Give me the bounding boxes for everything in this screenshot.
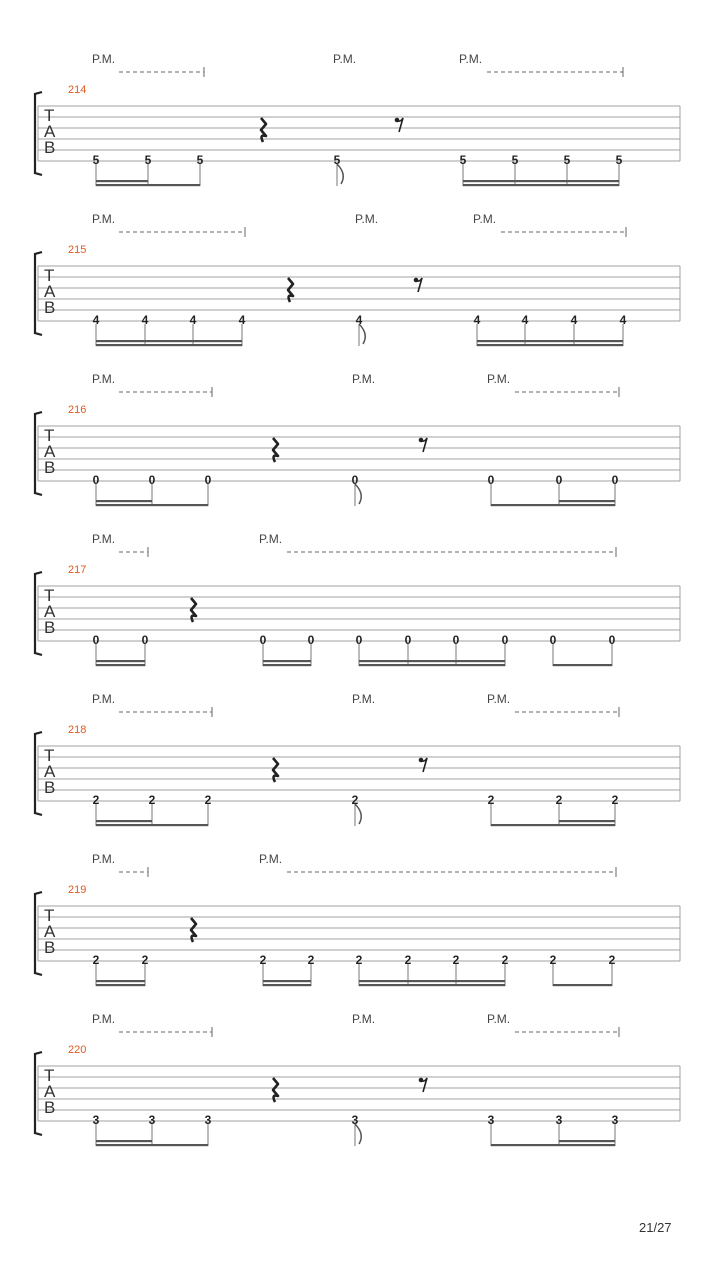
tab-clef-letter: B: [44, 618, 56, 637]
tab-clef-letter: A: [44, 1082, 56, 1101]
beam: [96, 980, 145, 982]
beam: [152, 504, 208, 506]
beam: [359, 660, 505, 662]
fret-number: 0: [452, 633, 460, 647]
fret-number: 2: [404, 953, 412, 967]
fret-number: 0: [487, 473, 495, 487]
fret-number: 4: [189, 313, 197, 327]
fret-number: 3: [351, 1113, 359, 1127]
tab-clef-letter: B: [44, 1098, 56, 1117]
beam: [559, 500, 615, 502]
fret-number: 0: [92, 473, 100, 487]
note-flag: [355, 1124, 361, 1144]
note-flag: [355, 484, 361, 504]
palm-mute-label: P.M.: [92, 692, 116, 706]
fret-number: 0: [549, 633, 557, 647]
fret-number: 2: [555, 793, 563, 807]
quarter-rest: [288, 278, 293, 302]
fret-number: 3: [204, 1113, 212, 1127]
tab-clef-letter: B: [44, 138, 56, 157]
palm-mute-label: P.M.: [92, 1012, 116, 1026]
palm-mute-label: P.M.: [92, 212, 116, 226]
fret-number: 2: [355, 953, 363, 967]
beam: [491, 824, 559, 826]
beam: [96, 1144, 152, 1146]
beam: [96, 984, 145, 986]
tab-clef-letter: B: [44, 298, 56, 317]
fret-number: 4: [570, 313, 578, 327]
beam: [553, 984, 612, 986]
beam: [96, 340, 242, 342]
fret-number: 4: [619, 313, 627, 327]
tab-clef-letter: A: [44, 922, 56, 941]
fret-number: 4: [355, 313, 363, 327]
fret-number: 0: [404, 633, 412, 647]
beam: [559, 1140, 615, 1142]
palm-mute-label: P.M.: [92, 852, 116, 866]
palm-mute-label: P.M.: [352, 692, 376, 706]
beam: [152, 1144, 208, 1146]
tab-system: [35, 852, 680, 986]
quarter-rest: [191, 598, 196, 622]
beam: [477, 344, 623, 346]
fret-number: 2: [487, 793, 495, 807]
fret-number: 4: [141, 313, 149, 327]
beam: [96, 500, 152, 502]
fret-number: 2: [259, 953, 267, 967]
fret-number: 0: [259, 633, 267, 647]
measure-number: 220: [68, 1044, 87, 1056]
page-number: 21/27: [639, 1220, 672, 1235]
palm-mute-label: P.M.: [487, 692, 511, 706]
palm-mute-label: P.M.: [487, 372, 511, 386]
fret-number: 2: [148, 793, 156, 807]
measure-number: 217: [68, 564, 87, 576]
fret-number: 0: [608, 633, 616, 647]
beam: [491, 1144, 559, 1146]
fret-number: 2: [141, 953, 149, 967]
palm-mute-label: P.M.: [259, 852, 283, 866]
beam: [263, 664, 311, 666]
note-flag: [355, 804, 361, 824]
measure-number: 214: [68, 84, 87, 96]
beam: [96, 180, 148, 182]
fret-number: 4: [92, 313, 100, 327]
tab-clef-letter: T: [44, 906, 55, 925]
palm-mute-label: P.M.: [352, 1012, 376, 1026]
fret-number: 3: [555, 1113, 563, 1127]
fret-number: 0: [355, 633, 363, 647]
beam: [559, 1144, 615, 1146]
palm-mute-label: P.M.: [259, 532, 283, 546]
fret-number: 0: [307, 633, 315, 647]
fret-number: 2: [351, 793, 359, 807]
tab-clef-letter: A: [44, 602, 56, 621]
measure-number: 218: [68, 724, 87, 736]
fret-number: 2: [549, 953, 557, 967]
palm-mute-label: P.M.: [459, 52, 483, 66]
palm-mute-label: P.M.: [355, 212, 379, 226]
note-flag: [337, 164, 343, 184]
fret-number: 4: [238, 313, 246, 327]
beam: [491, 504, 559, 506]
tab-clef-letter: T: [44, 106, 55, 125]
tab-system: [35, 372, 680, 506]
fret-number: 5: [92, 153, 100, 167]
tab-clef-letter: T: [44, 1066, 55, 1085]
beam: [553, 664, 612, 666]
beam: [263, 660, 311, 662]
fret-number: 3: [92, 1113, 100, 1127]
beam: [559, 824, 615, 826]
fret-number: 5: [333, 153, 341, 167]
fret-number: 0: [501, 633, 509, 647]
beam: [96, 184, 148, 186]
measure-number: 219: [68, 884, 87, 896]
tab-clef-letter: T: [44, 266, 55, 285]
quarter-rest: [261, 118, 266, 142]
measure-number: 216: [68, 404, 87, 416]
tab-clef-letter: T: [44, 426, 55, 445]
beam: [148, 184, 200, 186]
fret-number: 2: [92, 953, 100, 967]
fret-number: 0: [611, 473, 619, 487]
fret-number: 5: [144, 153, 152, 167]
fret-number: 4: [473, 313, 481, 327]
fret-number: 0: [92, 633, 100, 647]
tab-clef-letter: A: [44, 282, 56, 301]
fret-number: 0: [204, 473, 212, 487]
palm-mute-label: P.M.: [92, 52, 116, 66]
tab-clef-letter: B: [44, 458, 56, 477]
beam: [477, 340, 623, 342]
fret-number: 5: [459, 153, 467, 167]
fret-number: 2: [501, 953, 509, 967]
quarter-rest: [273, 1078, 278, 1102]
beam: [96, 820, 152, 822]
palm-mute-label: P.M.: [487, 1012, 511, 1026]
fret-number: 5: [563, 153, 571, 167]
tab-clef-letter: T: [44, 746, 55, 765]
fret-number: 3: [148, 1113, 156, 1127]
beam: [559, 504, 615, 506]
fret-number: 0: [148, 473, 156, 487]
palm-mute-label: P.M.: [333, 52, 357, 66]
palm-mute-label: P.M.: [473, 212, 497, 226]
tab-clef-letter: A: [44, 122, 56, 141]
tab-clef-letter: B: [44, 778, 56, 797]
beam: [96, 824, 152, 826]
fret-number: 5: [615, 153, 623, 167]
beam: [559, 820, 615, 822]
fret-number: 2: [92, 793, 100, 807]
fret-number: 5: [196, 153, 204, 167]
beam: [463, 180, 619, 182]
fret-number: 0: [351, 473, 359, 487]
beam: [263, 980, 311, 982]
beam: [96, 664, 145, 666]
beam: [152, 824, 208, 826]
quarter-rest: [273, 438, 278, 462]
beam: [359, 664, 505, 666]
beam: [96, 1140, 152, 1142]
tab-clef-letter: A: [44, 762, 56, 781]
fret-number: 2: [611, 793, 619, 807]
quarter-rest: [273, 758, 278, 782]
tab-clef-letter: T: [44, 586, 55, 605]
beam: [263, 984, 311, 986]
tab-system: [35, 692, 680, 826]
beam: [463, 184, 619, 186]
tab-system: [35, 212, 680, 346]
beam: [96, 504, 152, 506]
fret-number: 2: [307, 953, 315, 967]
fret-number: 3: [611, 1113, 619, 1127]
beam: [359, 984, 505, 986]
fret-number: 0: [555, 473, 563, 487]
tab-system: [35, 1012, 680, 1146]
palm-mute-label: P.M.: [92, 532, 116, 546]
note-flag: [359, 324, 365, 344]
beam: [96, 660, 145, 662]
tab-system: [35, 532, 680, 666]
beam: [96, 344, 242, 346]
tab-clef-letter: B: [44, 938, 56, 957]
fret-number: 2: [452, 953, 460, 967]
beam: [359, 980, 505, 982]
fret-number: 2: [204, 793, 212, 807]
fret-number: 3: [487, 1113, 495, 1127]
measure-number: 215: [68, 244, 87, 256]
palm-mute-label: P.M.: [92, 372, 116, 386]
palm-mute-label: P.M.: [352, 372, 376, 386]
tab-system: [35, 52, 680, 186]
tab-clef-letter: A: [44, 442, 56, 461]
fret-number: 4: [521, 313, 529, 327]
quarter-rest: [191, 918, 196, 942]
fret-number: 5: [511, 153, 519, 167]
fret-number: 0: [141, 633, 149, 647]
fret-number: 2: [608, 953, 616, 967]
